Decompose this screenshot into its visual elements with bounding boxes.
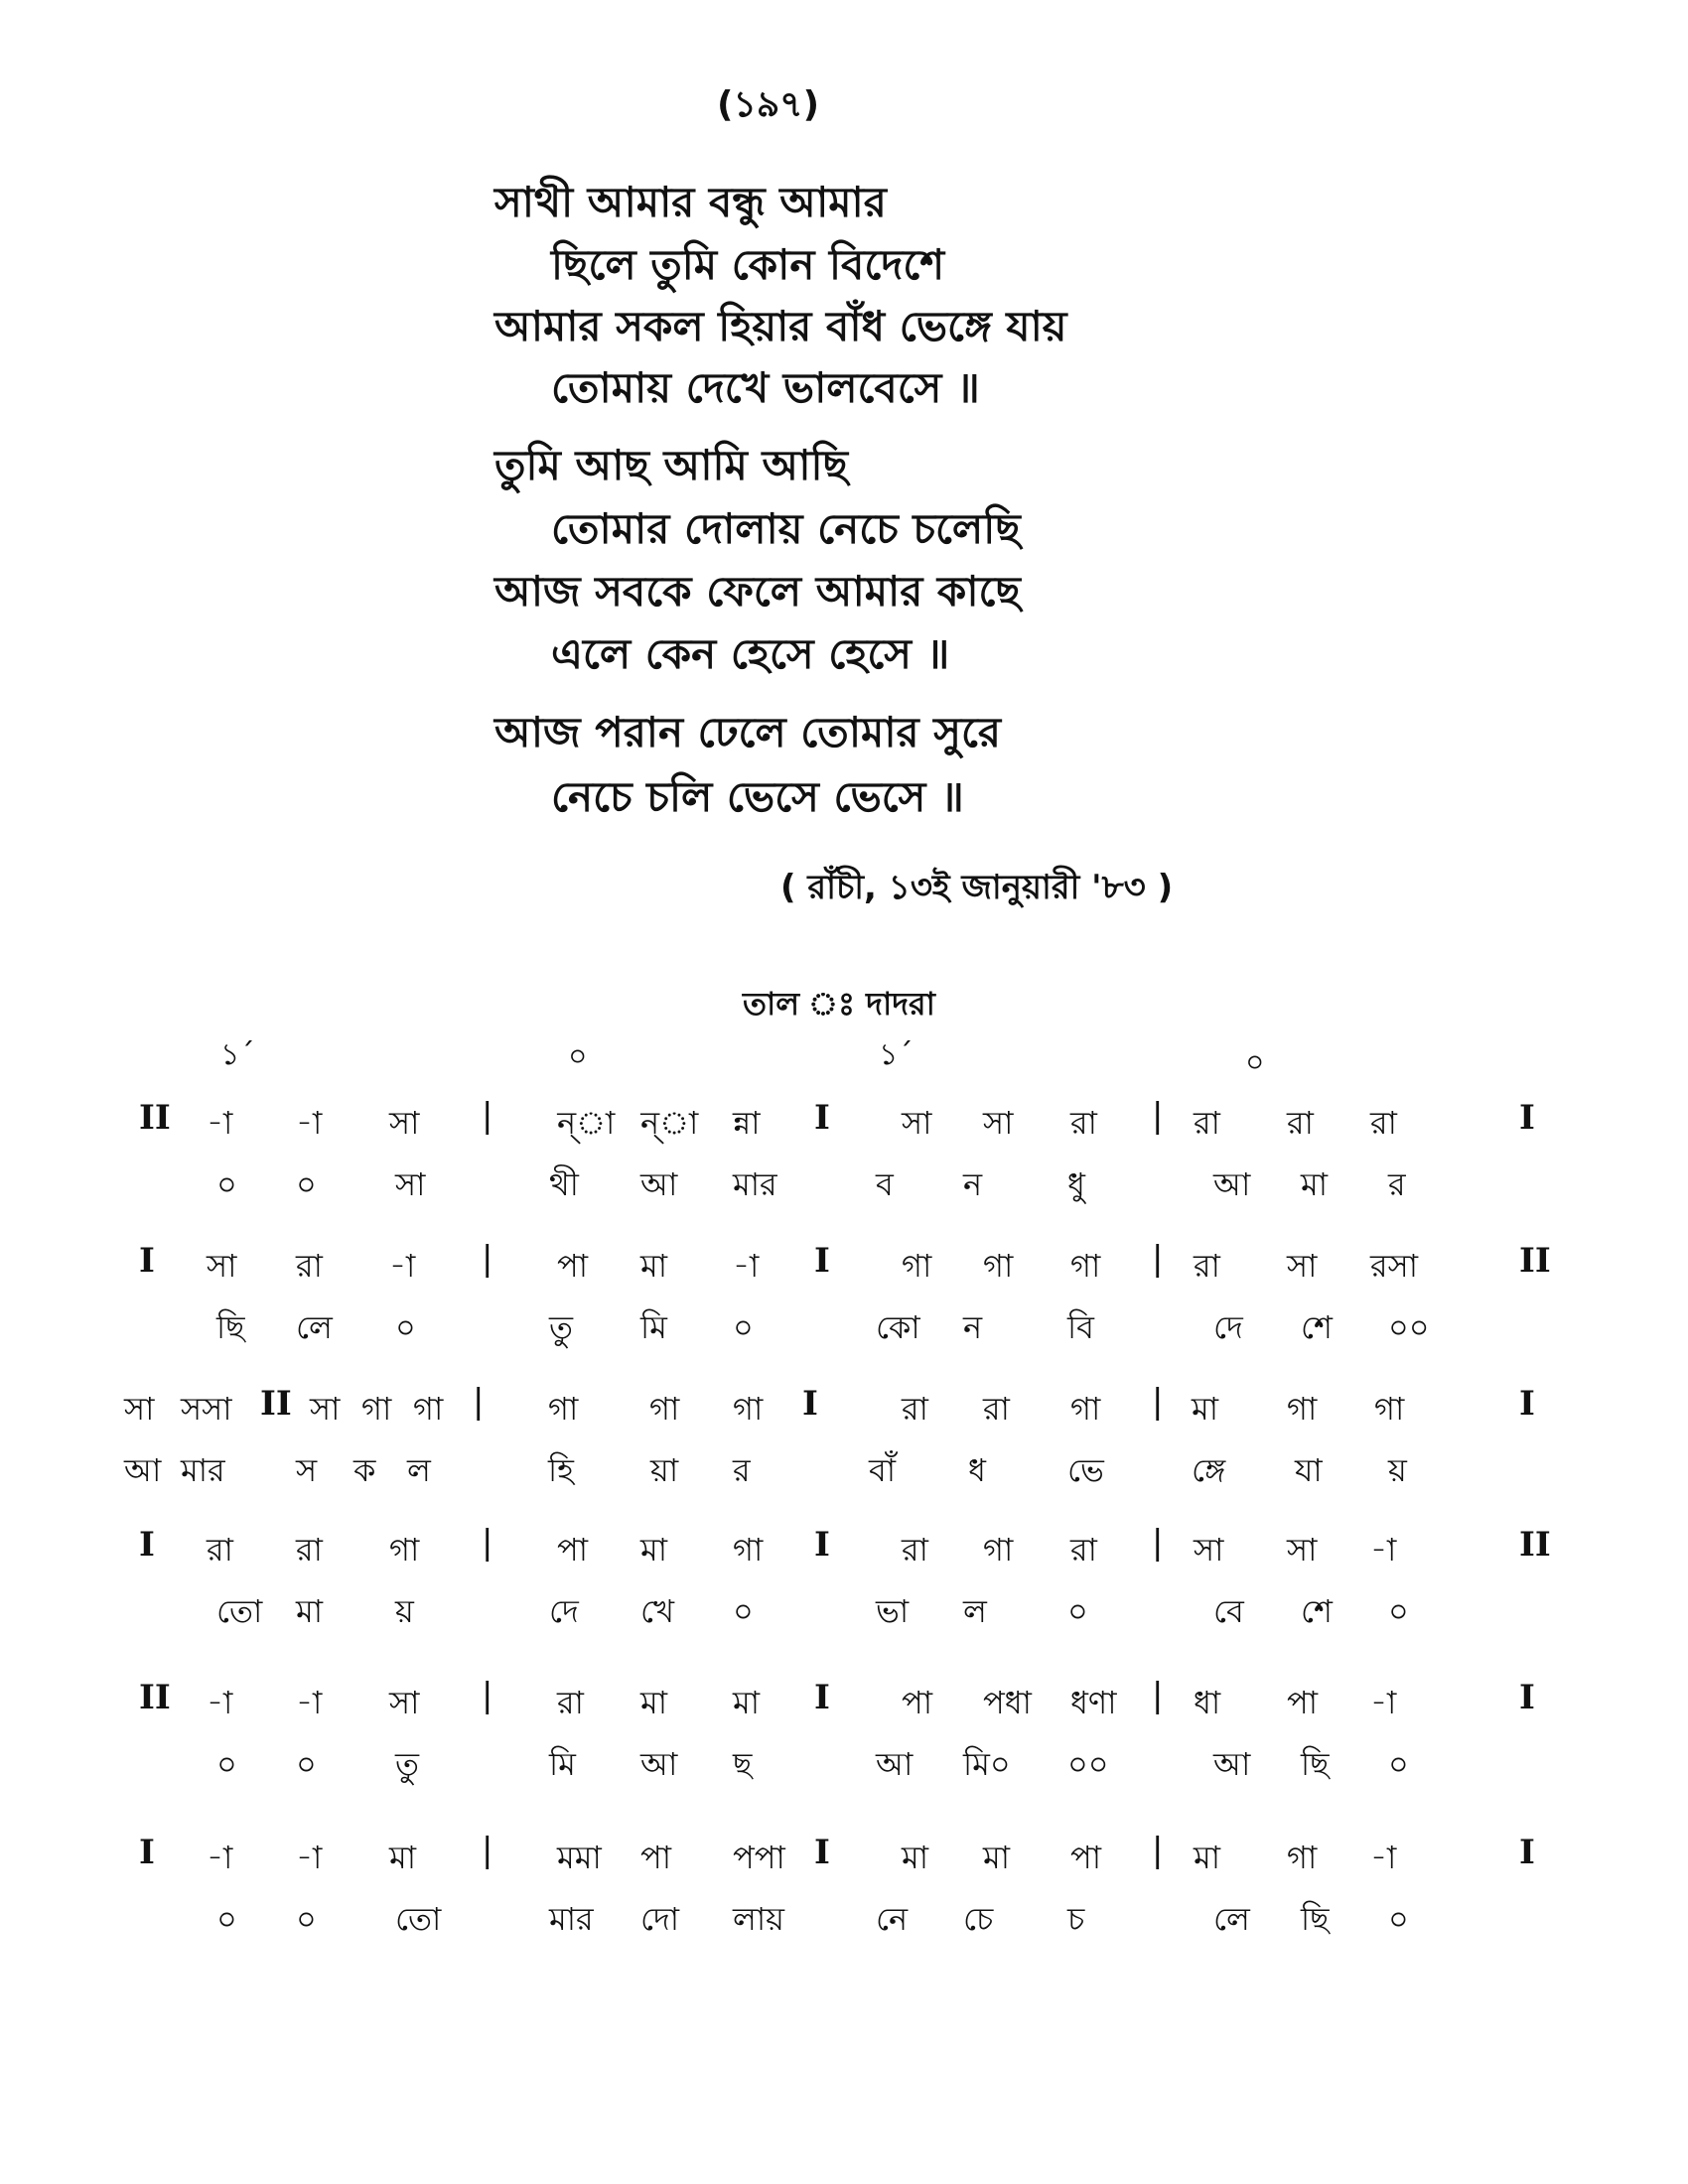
lyric-syllable: আ (1213, 1165, 1251, 1203)
lyric-syllable: ০ (216, 1900, 237, 1938)
lyric-syllable: ল (963, 1592, 987, 1630)
swara-note: রা (296, 1531, 323, 1569)
lyric-syllable: ০ (1388, 1592, 1409, 1630)
poem-line: আজ পরান ঢেলে তোমার সুরে (494, 708, 1001, 756)
lyric-syllable: র (733, 1451, 751, 1489)
lyric-syllable: য় (1388, 1451, 1407, 1489)
swara-note: -া (207, 1104, 233, 1142)
beat-divider: | (1152, 1831, 1164, 1870)
swara-note: রা (557, 1684, 584, 1721)
swara-note: রা (902, 1390, 928, 1428)
lyric-syllable: তু (549, 1308, 574, 1346)
lyric-syllable: তু (395, 1745, 420, 1783)
lyric-syllable: বে (1213, 1592, 1244, 1630)
swara-note: সা (207, 1247, 237, 1285)
lyric-syllable: মার (733, 1165, 777, 1203)
swara-note: মা (640, 1247, 668, 1285)
bar-line: I (139, 1833, 155, 1872)
swara-note: পা (557, 1247, 589, 1285)
lyric-syllable: লে (1213, 1900, 1250, 1938)
lyric-syllable: হি (548, 1451, 574, 1489)
swara-note: -া (296, 1839, 323, 1876)
swara-note: সা (389, 1104, 420, 1142)
swara-note: গা (733, 1531, 764, 1569)
lyric-syllable: ০ (296, 1165, 317, 1203)
lyric-syllable: ছি (1301, 1745, 1330, 1783)
lyric-syllable: মার (549, 1900, 594, 1938)
beat-divider: | (1152, 1382, 1164, 1422)
poem-line: তোমায় দেখে ভালবেসে ॥ (551, 363, 980, 412)
bar-line: I (802, 1384, 818, 1424)
swara-note: পপা (733, 1839, 785, 1876)
swara-note: গা (902, 1247, 932, 1285)
lyric-syllable: ০ (216, 1745, 237, 1783)
swara-note: সা (310, 1390, 341, 1428)
lyric-syllable: মি০ (963, 1745, 1011, 1783)
beat-divider: | (482, 1239, 493, 1279)
swara-note: গা (983, 1531, 1014, 1569)
lyric-syllable: কো (876, 1308, 920, 1346)
swara-note: -া (207, 1684, 233, 1721)
swara-note: সা (1287, 1247, 1318, 1285)
beat-divider: | (1152, 1239, 1164, 1279)
swara-note: রা (1194, 1247, 1220, 1285)
swara-note: -া (1370, 1531, 1397, 1569)
swara-note: পধা (983, 1684, 1032, 1721)
lyric-syllable: লায় (733, 1900, 784, 1938)
swara-note: সা (1194, 1531, 1224, 1569)
bar-line: II (139, 1678, 171, 1717)
poem-line: এলে কেন হেসে হেসে ॥ (551, 629, 950, 678)
poem-line: তোমার দোলায় নেচে চলেছি (551, 504, 1021, 553)
lyric-syllable: স (296, 1451, 318, 1489)
bar-line: I (1519, 1678, 1535, 1717)
swara-note: রা (1287, 1104, 1314, 1142)
lyric-syllable: ০০ (1388, 1308, 1430, 1346)
lyric-syllable: ০ (216, 1165, 237, 1203)
swara-note: রা (1070, 1104, 1097, 1142)
bar-line: II (1519, 1525, 1551, 1565)
beat-divider: | (473, 1382, 485, 1422)
lyric-syllable: ০ (733, 1592, 754, 1630)
swara-note: -া (733, 1247, 760, 1285)
swara-note: মা (983, 1839, 1011, 1876)
swara-note: গা (1070, 1390, 1101, 1428)
lyric-syllable: দে (549, 1592, 579, 1630)
bar-line: I (1519, 1833, 1535, 1872)
swara-note: গা (413, 1390, 444, 1428)
bar-line: I (139, 1525, 155, 1565)
swara-note: রা (207, 1531, 233, 1569)
lyric-syllable: আ (1213, 1745, 1251, 1783)
lyric-syllable: বি (1067, 1308, 1094, 1346)
swara-note: মা (733, 1684, 761, 1721)
lyric-syllable: মার (181, 1451, 225, 1489)
lyric-syllable: মি (549, 1745, 576, 1783)
swara-note: গা (548, 1390, 579, 1428)
lyric-syllable: থী (549, 1165, 579, 1203)
lyric-syllable: ছি (216, 1308, 245, 1346)
lyric-syllable: মি (640, 1308, 667, 1346)
swara-note: গা (649, 1390, 680, 1428)
lyric-syllable: লে (296, 1308, 333, 1346)
bar-line: I (814, 1678, 830, 1717)
bar-line: I (1519, 1384, 1535, 1424)
swara-note: ন্া (640, 1104, 699, 1142)
swara-note: গা (1070, 1247, 1101, 1285)
lyric-syllable: মা (1301, 1165, 1329, 1203)
swara-note: মা (640, 1684, 668, 1721)
swara-note: পা (640, 1839, 672, 1876)
poem-line: সাথী আমার বন্ধু আমার (494, 178, 887, 226)
lyric-syllable: ন (963, 1308, 983, 1346)
lyric-syllable: সা (395, 1165, 426, 1203)
swara-note: রা (296, 1247, 323, 1285)
lyric-syllable: ০ (296, 1900, 317, 1938)
swara-note: -া (296, 1684, 323, 1721)
lyric-syllable: ঙ্গে (1192, 1451, 1226, 1489)
lyric-syllable: আ (640, 1165, 678, 1203)
poem-line: আমার সকল হিয়ার বাঁধ ভেঙ্গে যায় (494, 302, 1067, 350)
swara-note: -া (389, 1247, 416, 1285)
lyric-syllable: শে (1301, 1592, 1333, 1630)
swara-note: ধা (1194, 1684, 1221, 1721)
lyric-syllable: ০ (1388, 1745, 1409, 1783)
swara-note: মা (902, 1839, 929, 1876)
swara-note: ন্া (557, 1104, 616, 1142)
date-line: ( রাঁচী, ১৩ই জানুয়ারী '৮৩ ) (780, 868, 1174, 907)
beat-mark: ১´ (879, 1037, 914, 1072)
lyric-syllable: যা (1295, 1451, 1323, 1489)
beat-divider: | (482, 1096, 493, 1136)
lyric-syllable: চে (963, 1900, 994, 1938)
swara-note: রা (1194, 1104, 1220, 1142)
page-number: (১৯৭) (717, 84, 820, 125)
lyric-syllable: তো (216, 1592, 263, 1630)
bar-line: I (814, 1833, 830, 1872)
beat-mark: ০ (568, 1039, 588, 1074)
swara-note: মা (1192, 1390, 1219, 1428)
lyric-syllable: ছি (1301, 1900, 1330, 1938)
beat-divider: | (1152, 1676, 1164, 1715)
lyric-syllable: ০০ (1067, 1745, 1109, 1783)
swara-note: -া (296, 1104, 323, 1142)
poem-line: ছিলে তুমি কোন বিদেশে (551, 240, 945, 289)
lyric-syllable: ধু (1067, 1165, 1085, 1203)
lyric-syllable: চ (1067, 1900, 1085, 1938)
bar-line: I (814, 1525, 830, 1565)
poem-line: তুমি আছ আমি আছি (494, 441, 848, 489)
beat-divider: | (482, 1523, 493, 1563)
swara-note: ন্না (733, 1104, 761, 1142)
tala-title: তাল ঃ দাদরা (743, 985, 935, 1023)
swara-note: রা (902, 1531, 928, 1569)
lyric-syllable: ভা (876, 1592, 910, 1630)
swara-note: পা (902, 1684, 933, 1721)
swara-note: গা (389, 1531, 420, 1569)
beat-divider: | (1152, 1523, 1164, 1563)
lyric-syllable: ০ (1067, 1592, 1088, 1630)
lyric-syllable: ল (407, 1451, 431, 1489)
lyric-syllable: ছ (733, 1745, 753, 1783)
beat-divider: | (482, 1676, 493, 1715)
bar-line: II (260, 1384, 292, 1424)
beat-mark: ০ (1245, 1045, 1265, 1080)
lyric-syllable: ব (876, 1165, 894, 1203)
bar-line: I (1519, 1098, 1535, 1138)
lyric-syllable: ০ (733, 1308, 754, 1346)
swara-note: সা (983, 1104, 1014, 1142)
swara-note: পা (1287, 1684, 1319, 1721)
lyric-syllable: নে (876, 1900, 909, 1938)
lyric-syllable: তো (395, 1900, 442, 1938)
lyric-syllable: আ (124, 1451, 162, 1489)
lyric-syllable: র (1388, 1165, 1406, 1203)
swara-note: মা (1194, 1839, 1221, 1876)
swara-note: -া (1370, 1684, 1397, 1721)
swara-note: গা (1287, 1390, 1318, 1428)
lyric-syllable: মা (296, 1592, 324, 1630)
swara-note: মা (389, 1839, 417, 1876)
lyric-syllable: ধ (968, 1451, 986, 1489)
lyric-syllable: ০ (1388, 1900, 1409, 1938)
swara-note: -া (207, 1839, 233, 1876)
bar-line: I (139, 1241, 155, 1281)
lyric-syllable: য় (395, 1592, 414, 1630)
beat-divider: | (482, 1831, 493, 1870)
beat-mark: ১´ (220, 1037, 255, 1072)
lyric-syllable: ক (353, 1451, 376, 1489)
swara-note: গা (983, 1247, 1014, 1285)
swara-note: ধণা (1070, 1684, 1117, 1721)
swara-note: সা (1287, 1531, 1318, 1569)
swara-note: গা (1374, 1390, 1405, 1428)
swara-note: পা (557, 1531, 589, 1569)
lyric-syllable: বাঁ (869, 1451, 897, 1489)
swara-note: মমা (557, 1839, 602, 1876)
beat-divider: | (1152, 1096, 1164, 1136)
lyric-syllable: আ (640, 1745, 678, 1783)
bar-line: II (1519, 1241, 1551, 1281)
swara-note: সসা (181, 1390, 232, 1428)
lyric-syllable: ০ (395, 1308, 416, 1346)
swara-note: রা (1070, 1531, 1097, 1569)
lyric-syllable: দে (1213, 1308, 1243, 1346)
lyric-syllable: ভে (1067, 1451, 1104, 1489)
swara-note: রা (1370, 1104, 1397, 1142)
poem-line: আজ সবকে ফেলে আমার কাছে (494, 567, 1021, 615)
lyric-syllable: ন (963, 1165, 983, 1203)
lyric-syllable: য়া (650, 1451, 679, 1489)
swara-note: গা (361, 1390, 392, 1428)
lyric-syllable: শে (1301, 1308, 1333, 1346)
bar-line: I (814, 1098, 830, 1138)
swara-note: সা (124, 1390, 155, 1428)
swara-note: রসা (1370, 1247, 1419, 1285)
swara-note: মা (640, 1531, 668, 1569)
lyric-syllable: খে (640, 1592, 674, 1630)
bar-line: I (814, 1241, 830, 1281)
swara-note: রা (983, 1390, 1010, 1428)
swara-note: সা (389, 1684, 420, 1721)
swara-note: -া (1370, 1839, 1397, 1876)
lyric-syllable: ০ (296, 1745, 317, 1783)
swara-note: সা (902, 1104, 932, 1142)
swara-note: পা (1070, 1839, 1102, 1876)
bar-line: II (139, 1098, 171, 1138)
lyric-syllable: দো (640, 1900, 680, 1938)
swara-note: গা (733, 1390, 764, 1428)
poem-line: নেচে চলি ভেসে ভেসে ॥ (551, 772, 964, 821)
swara-note: গা (1287, 1839, 1318, 1876)
lyric-syllable: আ (876, 1745, 914, 1783)
